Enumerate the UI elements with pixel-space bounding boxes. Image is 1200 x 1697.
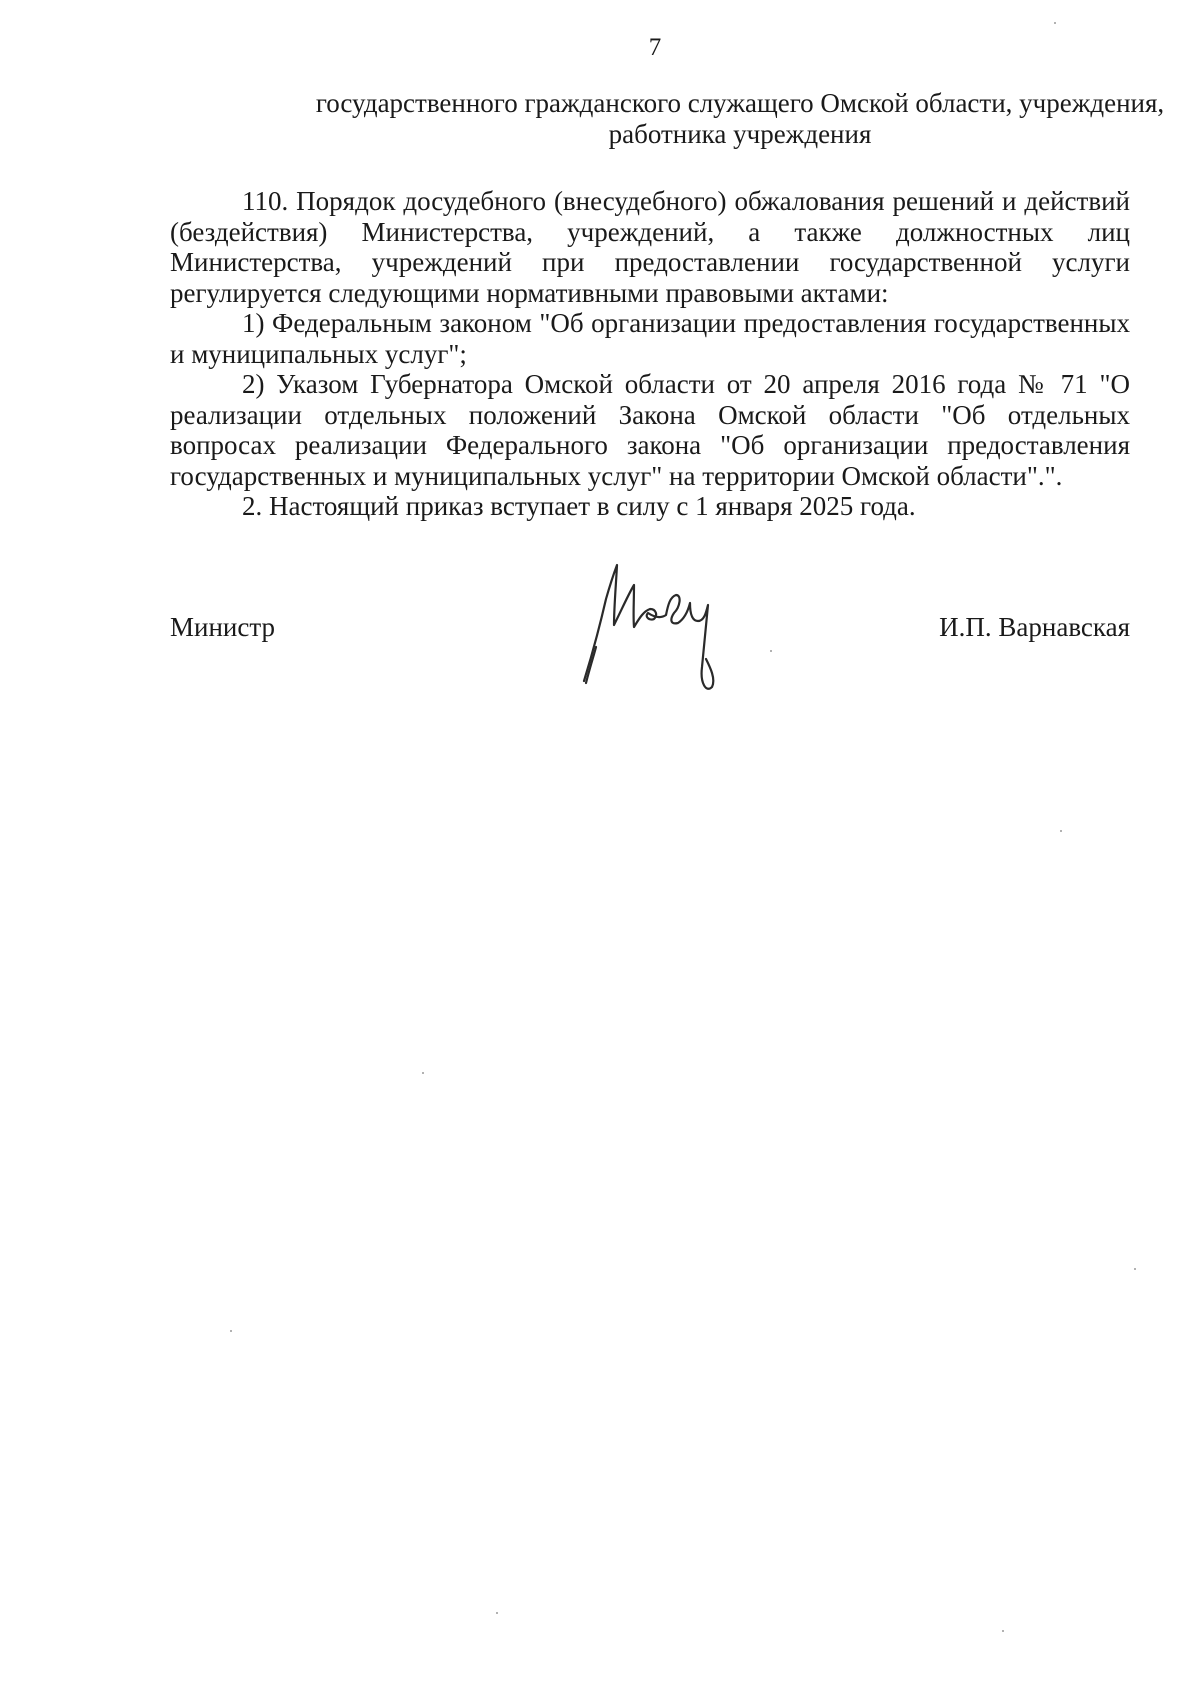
scan-speck bbox=[1060, 830, 1062, 832]
signer-title: Министр bbox=[170, 612, 275, 642]
signer-name: И.П. Варнавская bbox=[939, 612, 1130, 642]
scan-speck bbox=[230, 1330, 232, 1332]
page-number: 7 bbox=[648, 34, 662, 61]
scan-speck bbox=[422, 1072, 424, 1074]
scan-speck bbox=[1002, 1630, 1004, 1632]
paragraph-110: 110. Порядок досудебного (внесудебного) обжалования решений и действий (бездействия) Министерства, учреждений, а также должностных лиц Министерства, учреждений при предоставлении государственной услуги регулируется следующими нормативными правовыми актами: bbox=[170, 186, 1130, 308]
section-heading-line-1: государственного гражданского служащего Омской области, учреждения, bbox=[315, 88, 1165, 118]
scan-speck bbox=[496, 1612, 498, 1614]
document-body bbox=[170, 186, 1130, 522]
scan-speck bbox=[1054, 22, 1056, 24]
list-item-1: 1) Федеральным законом "Об организации предоставления государственных и муниципальных услуг"; bbox=[170, 308, 1130, 369]
section-heading-line-2: работника учреждения bbox=[608, 119, 872, 149]
list-item-2: 2) Указом Губернатора Омской области от 20 апреля 2016 года № 71 "О реализации отдельных положений Закона Омской области "Об отдельных вопросах реализации Федерального закона "Об организации предоставления государственных и муниципальных услуг" на территории Омской области".". bbox=[170, 369, 1130, 491]
scan-speck bbox=[1134, 1268, 1136, 1270]
paragraph-effective-date: 2. Настоящий приказ вступает в силу с 1 января 2025 года. bbox=[242, 491, 916, 521]
section-heading bbox=[170, 88, 1200, 150]
handwritten-signature-icon bbox=[570, 555, 760, 705]
scan-speck bbox=[770, 650, 772, 652]
